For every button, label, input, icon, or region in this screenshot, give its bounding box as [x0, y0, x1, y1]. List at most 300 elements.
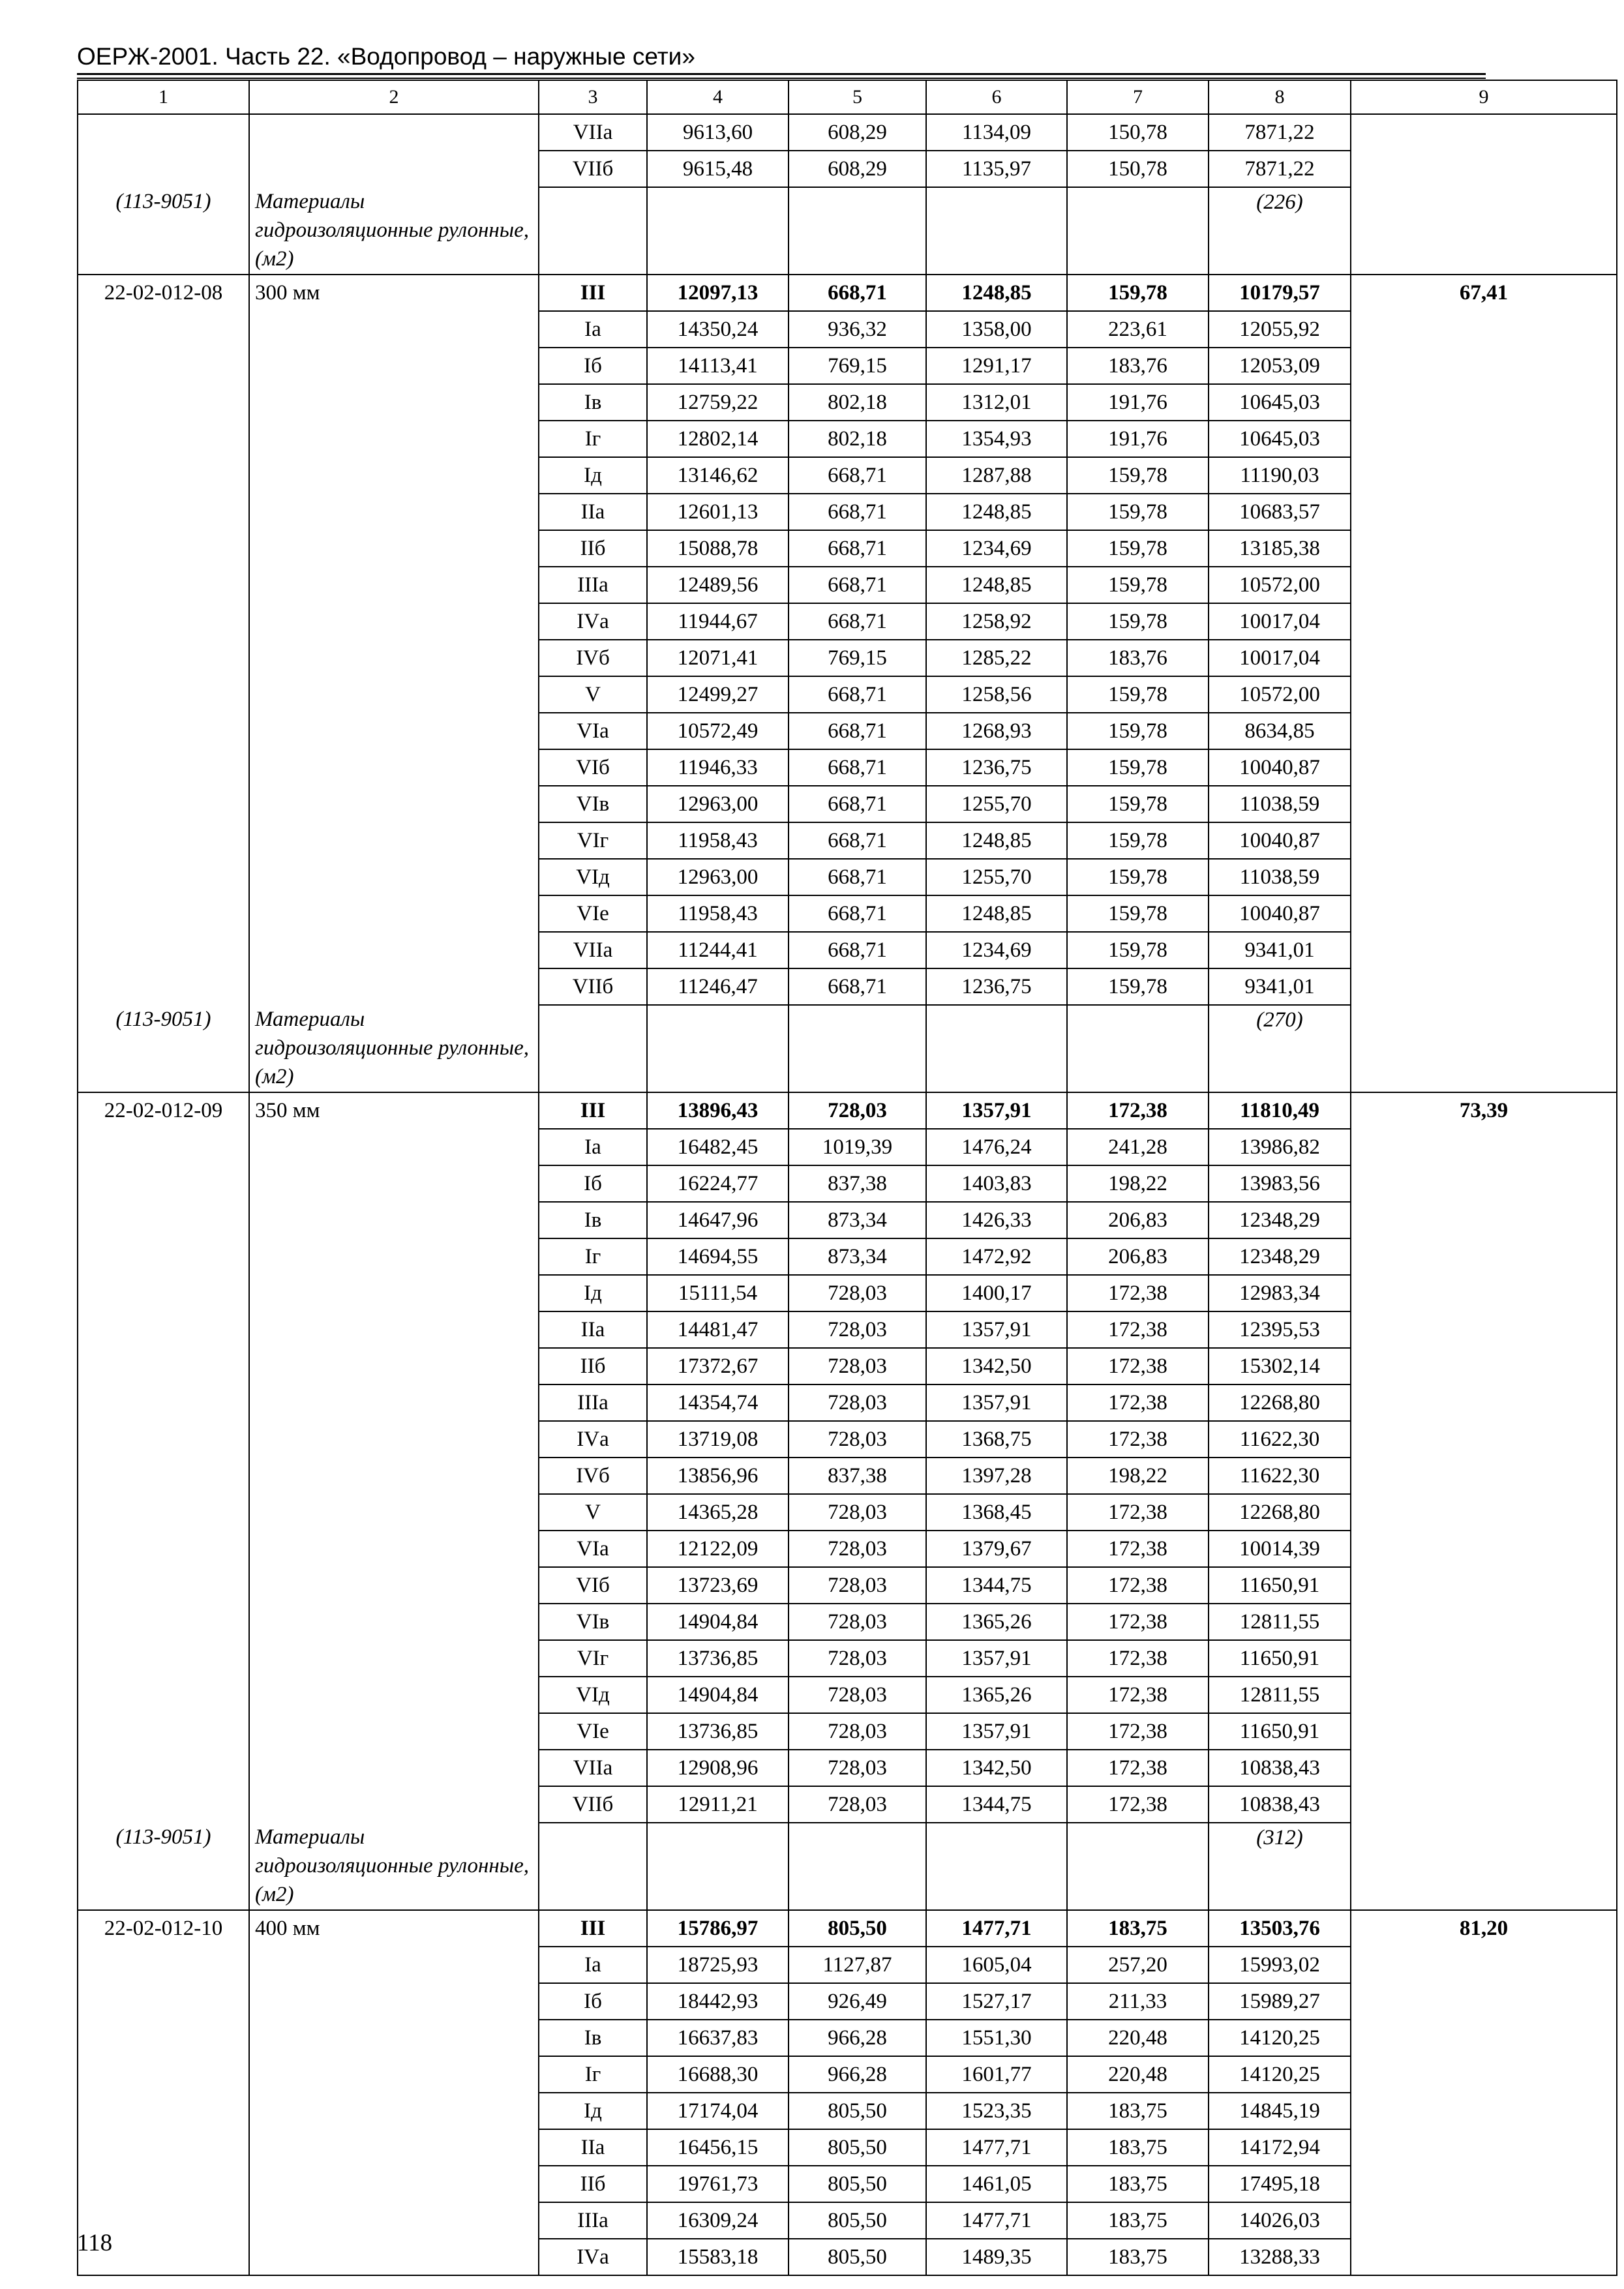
- labor-cell: [1351, 1348, 1617, 1384]
- value-cell: 668,71: [789, 895, 926, 932]
- rate-code-cell: [78, 2166, 249, 2202]
- value-cell: 13288,33: [1209, 2239, 1351, 2275]
- empty-cell: [539, 1823, 647, 1910]
- rate-code-cell: [78, 786, 249, 822]
- value-cell: 12963,00: [647, 859, 789, 895]
- material-name-cell: Материалы гидроизоляционные рулонные, (м2): [249, 1823, 539, 1910]
- labor-cell: [1351, 1677, 1617, 1713]
- labor-cell: [1351, 151, 1617, 187]
- value-cell: 17174,04: [647, 2093, 789, 2129]
- rate-code-cell: [78, 384, 249, 421]
- value-cell: 12071,41: [647, 640, 789, 676]
- value-cell: 1523,35: [926, 2093, 1067, 2129]
- zone-cell: IVа: [539, 2239, 647, 2275]
- value-cell: 159,78: [1067, 603, 1209, 640]
- zone-cell: Iб: [539, 348, 647, 384]
- column-number: 1: [78, 80, 249, 114]
- rate-name-cell: [249, 1384, 539, 1421]
- table-row: [78, 2020, 1617, 2056]
- value-cell: 668,71: [789, 494, 926, 530]
- value-cell: 728,03: [789, 1677, 926, 1713]
- empty-cell: [647, 1823, 789, 1910]
- empty-cell: [789, 1823, 926, 1910]
- value-cell: 150,78: [1067, 151, 1209, 187]
- zone-cell: IVа: [539, 603, 647, 640]
- zone-cell: Iд: [539, 1275, 647, 1311]
- value-cell: 1134,09: [926, 114, 1067, 151]
- table-row: [78, 1311, 1617, 1348]
- labor-cell: [1351, 1786, 1617, 1823]
- table-row: [78, 895, 1617, 932]
- zone-cell: IIа: [539, 1311, 647, 1348]
- value-cell: 159,78: [1067, 786, 1209, 822]
- rate-name-cell: [249, 114, 539, 151]
- rate-name-cell: [249, 1238, 539, 1275]
- value-cell: 183,75: [1067, 2093, 1209, 2129]
- rate-code-cell: [78, 932, 249, 968]
- material-row: [78, 1005, 1617, 1092]
- rate-name-cell: [249, 1165, 539, 1202]
- labor-cell: [1351, 1947, 1617, 1983]
- value-cell: 11944,67: [647, 603, 789, 640]
- labor-cell: [1351, 1713, 1617, 1750]
- value-cell: 668,71: [789, 275, 926, 311]
- rate-name-cell: [249, 749, 539, 786]
- column-number: 4: [647, 80, 789, 114]
- zone-cell: VIIа: [539, 932, 647, 968]
- material-row: [78, 187, 1617, 275]
- labor-cell: [1351, 895, 1617, 932]
- rate-code-cell: [78, 1713, 249, 1750]
- table-row: [78, 1677, 1617, 1713]
- rate-code-cell: [78, 859, 249, 895]
- value-cell: 9341,01: [1209, 932, 1351, 968]
- value-cell: 206,83: [1067, 1238, 1209, 1275]
- rate-code-cell: [78, 1567, 249, 1604]
- value-cell: 172,38: [1067, 1384, 1209, 1421]
- material-qty-cell: (226): [1209, 187, 1351, 275]
- empty-cell: [789, 1005, 926, 1092]
- value-cell: 10040,87: [1209, 822, 1351, 859]
- rate-name-cell: [249, 2093, 539, 2129]
- value-cell: 206,83: [1067, 1202, 1209, 1238]
- rate-code-cell: 22-02-012-09: [78, 1092, 249, 1129]
- table-row: [78, 1165, 1617, 1202]
- value-cell: 220,48: [1067, 2056, 1209, 2093]
- value-cell: 668,71: [789, 567, 926, 603]
- value-cell: 11246,47: [647, 968, 789, 1005]
- value-cell: 159,78: [1067, 494, 1209, 530]
- value-cell: 183,76: [1067, 348, 1209, 384]
- value-cell: 1400,17: [926, 1275, 1067, 1311]
- column-number-row: [78, 80, 1617, 114]
- value-cell: 10572,49: [647, 713, 789, 749]
- labor-cell: [1351, 1165, 1617, 1202]
- value-cell: 728,03: [789, 1531, 926, 1567]
- labor-cell: [1351, 2020, 1617, 2056]
- material-name-cell: Материалы гидроизоляционные рулонные, (м2): [249, 187, 539, 275]
- zone-cell: IVб: [539, 1458, 647, 1494]
- value-cell: 257,20: [1067, 1947, 1209, 1983]
- table-row: [78, 713, 1617, 749]
- rate-name-cell: [249, 1786, 539, 1823]
- rate-code-cell: [78, 530, 249, 567]
- table-row: [78, 1604, 1617, 1640]
- value-cell: 198,22: [1067, 1165, 1209, 1202]
- rate-name-cell: [249, 1311, 539, 1348]
- value-cell: 1397,28: [926, 1458, 1067, 1494]
- zone-cell: VIг: [539, 1640, 647, 1677]
- value-cell: 16309,24: [647, 2202, 789, 2239]
- rate-code-cell: [78, 1311, 249, 1348]
- zone-cell: III: [539, 1910, 647, 1947]
- zone-cell: Iа: [539, 1947, 647, 1983]
- table-row: [78, 2166, 1617, 2202]
- value-cell: 1354,93: [926, 421, 1067, 457]
- rate-name-cell: [249, 2202, 539, 2239]
- value-cell: 172,38: [1067, 1750, 1209, 1786]
- labor-cell: [1351, 859, 1617, 895]
- rate-name-cell: [249, 1713, 539, 1750]
- value-cell: 1248,85: [926, 494, 1067, 530]
- value-cell: 13146,62: [647, 457, 789, 494]
- material-name-cell: Материалы гидроизоляционные рулонные, (м2): [249, 1005, 539, 1092]
- empty-cell: [789, 187, 926, 275]
- rate-code-cell: [78, 2093, 249, 2129]
- empty-cell: [1351, 187, 1617, 275]
- value-cell: 1605,04: [926, 1947, 1067, 1983]
- rate-code-cell: [78, 1129, 249, 1165]
- page-number: 118: [77, 2230, 113, 2256]
- value-cell: 159,78: [1067, 968, 1209, 1005]
- value-cell: 159,78: [1067, 713, 1209, 749]
- rate-name-cell: [249, 1202, 539, 1238]
- value-cell: 1365,26: [926, 1604, 1067, 1640]
- value-cell: 16688,30: [647, 2056, 789, 2093]
- value-cell: 14845,19: [1209, 2093, 1351, 2129]
- value-cell: 14120,25: [1209, 2020, 1351, 2056]
- value-cell: 1365,26: [926, 1677, 1067, 1713]
- material-qty-cell: (270): [1209, 1005, 1351, 1092]
- table-row: [78, 822, 1617, 859]
- rate-name-cell: [249, 384, 539, 421]
- value-cell: 172,38: [1067, 1275, 1209, 1311]
- value-cell: 12802,14: [647, 421, 789, 457]
- value-cell: 1255,70: [926, 786, 1067, 822]
- rate-code-cell: [78, 1947, 249, 1983]
- column-number: 7: [1067, 80, 1209, 114]
- value-cell: 159,78: [1067, 676, 1209, 713]
- zone-cell: Iв: [539, 2020, 647, 2056]
- labor-cell: [1351, 494, 1617, 530]
- table-row: [78, 1947, 1617, 1983]
- value-cell: 11810,49: [1209, 1092, 1351, 1129]
- zone-cell: Iг: [539, 2056, 647, 2093]
- value-cell: 837,38: [789, 1458, 926, 1494]
- table-row: [78, 1458, 1617, 1494]
- material-code-cell: (113-9051): [78, 1005, 249, 1092]
- value-cell: 11038,59: [1209, 859, 1351, 895]
- value-cell: 12268,80: [1209, 1384, 1351, 1421]
- rate-name-cell: 400 мм: [249, 1910, 539, 1947]
- empty-cell: [926, 1823, 1067, 1910]
- labor-cell: [1351, 786, 1617, 822]
- zone-cell: VIб: [539, 749, 647, 786]
- value-cell: 14120,25: [1209, 2056, 1351, 2093]
- zone-cell: Iв: [539, 1202, 647, 1238]
- value-cell: 1236,75: [926, 749, 1067, 786]
- rate-name-cell: [249, 2020, 539, 2056]
- value-cell: 10040,87: [1209, 749, 1351, 786]
- zone-cell: IVб: [539, 640, 647, 676]
- value-cell: 926,49: [789, 1983, 926, 2020]
- labor-cell: [1351, 1384, 1617, 1421]
- value-cell: 13736,85: [647, 1640, 789, 1677]
- value-cell: 1357,91: [926, 1640, 1067, 1677]
- value-cell: 7871,22: [1209, 114, 1351, 151]
- rate-code-cell: [78, 348, 249, 384]
- table-row: [78, 640, 1617, 676]
- value-cell: 13736,85: [647, 1713, 789, 1750]
- labor-cell: [1351, 2239, 1617, 2275]
- value-cell: 728,03: [789, 1750, 926, 1786]
- table-row: [78, 1129, 1617, 1165]
- value-cell: 14354,74: [647, 1384, 789, 1421]
- rate-name-cell: 350 мм: [249, 1092, 539, 1129]
- rate-name-cell: [249, 2166, 539, 2202]
- table-row: [78, 421, 1617, 457]
- table-row: [78, 1750, 1617, 1786]
- value-cell: 12122,09: [647, 1531, 789, 1567]
- value-cell: 172,38: [1067, 1494, 1209, 1531]
- value-cell: 16482,45: [647, 1129, 789, 1165]
- value-cell: 1248,85: [926, 895, 1067, 932]
- value-cell: 13986,82: [1209, 1129, 1351, 1165]
- value-cell: 13856,96: [647, 1458, 789, 1494]
- rate-name-cell: [249, 1531, 539, 1567]
- value-cell: 172,38: [1067, 1421, 1209, 1458]
- table-row: [78, 567, 1617, 603]
- rate-code-cell: [78, 1238, 249, 1275]
- value-cell: 1368,75: [926, 1421, 1067, 1458]
- rate-code-cell: [78, 1750, 249, 1786]
- labor-cell: [1351, 567, 1617, 603]
- column-number: 8: [1209, 80, 1351, 114]
- rate-name-cell: [249, 1494, 539, 1531]
- value-cell: 15302,14: [1209, 1348, 1351, 1384]
- value-cell: 769,15: [789, 348, 926, 384]
- value-cell: 873,34: [789, 1238, 926, 1275]
- value-cell: 15088,78: [647, 530, 789, 567]
- table-row: [78, 1786, 1617, 1823]
- rate-code-cell: [78, 2020, 249, 2056]
- labor-cell: [1351, 384, 1617, 421]
- value-cell: 873,34: [789, 1202, 926, 1238]
- empty-cell: [926, 187, 1067, 275]
- value-cell: 11650,91: [1209, 1567, 1351, 1604]
- rate-name-cell: [249, 348, 539, 384]
- zone-cell: IIа: [539, 2129, 647, 2166]
- price-table: [77, 80, 1617, 2276]
- value-cell: 11622,30: [1209, 1421, 1351, 1458]
- table-row: [78, 1640, 1617, 1677]
- value-cell: 10014,39: [1209, 1531, 1351, 1567]
- page-header: ОЕРЖ-2001. Часть 22. «Водопровод – наружные сети»: [77, 43, 695, 70]
- table-row: [78, 1348, 1617, 1384]
- value-cell: 14026,03: [1209, 2202, 1351, 2239]
- labor-cell: [1351, 1129, 1617, 1165]
- rate-name-cell: [249, 1348, 539, 1384]
- value-cell: 966,28: [789, 2056, 926, 2093]
- column-number: 9: [1351, 80, 1617, 114]
- empty-cell: [1067, 187, 1209, 275]
- value-cell: 668,71: [789, 932, 926, 968]
- labor-cell: [1351, 1275, 1617, 1311]
- value-cell: 608,29: [789, 114, 926, 151]
- table-body: [78, 114, 1617, 2275]
- rate-name-cell: [249, 968, 539, 1005]
- empty-cell: [926, 1005, 1067, 1092]
- rate-code-cell: [78, 1786, 249, 1823]
- value-cell: 12983,34: [1209, 1275, 1351, 1311]
- rate-code-cell: [78, 603, 249, 640]
- value-cell: 14647,96: [647, 1202, 789, 1238]
- rate-name-cell: [249, 1421, 539, 1458]
- zone-cell: V: [539, 676, 647, 713]
- zone-cell: VIIб: [539, 968, 647, 1005]
- rate-name-cell: [249, 786, 539, 822]
- zone-cell: VIIб: [539, 1786, 647, 1823]
- rate-name-cell: [249, 822, 539, 859]
- value-cell: 14481,47: [647, 1311, 789, 1348]
- rate-name-cell: [249, 1640, 539, 1677]
- rate-code-cell: [78, 1677, 249, 1713]
- zone-cell: Iб: [539, 1983, 647, 2020]
- material-code-cell: (113-9051): [78, 1823, 249, 1910]
- rate-name-cell: [249, 676, 539, 713]
- value-cell: 728,03: [789, 1786, 926, 1823]
- value-cell: 1344,75: [926, 1567, 1067, 1604]
- table-row: [78, 1713, 1617, 1750]
- rate-name-cell: [249, 457, 539, 494]
- zone-cell: VIIб: [539, 151, 647, 187]
- rate-code-cell: [78, 1275, 249, 1311]
- rate-code-cell: [78, 1348, 249, 1384]
- value-cell: 1135,97: [926, 151, 1067, 187]
- value-cell: 1477,71: [926, 2202, 1067, 2239]
- zone-cell: VIе: [539, 895, 647, 932]
- value-cell: 159,78: [1067, 822, 1209, 859]
- rate-name-cell: [249, 1983, 539, 2020]
- value-cell: 223,61: [1067, 311, 1209, 348]
- labor-cell: [1351, 1567, 1617, 1604]
- value-cell: 159,78: [1067, 567, 1209, 603]
- rate-code-cell: [78, 1384, 249, 1421]
- labor-cell: [1351, 2166, 1617, 2202]
- rate-name-cell: [249, 2239, 539, 2275]
- labor-cell: [1351, 676, 1617, 713]
- zone-cell: VIв: [539, 786, 647, 822]
- table-row: [78, 603, 1617, 640]
- value-cell: 1357,91: [926, 1384, 1067, 1421]
- material-code-cell: (113-9051): [78, 187, 249, 275]
- rate-name-cell: [249, 895, 539, 932]
- value-cell: 1342,50: [926, 1348, 1067, 1384]
- rate-name-cell: [249, 1275, 539, 1311]
- labor-cell: [1351, 2056, 1617, 2093]
- table-row: [78, 676, 1617, 713]
- value-cell: 1285,22: [926, 640, 1067, 676]
- value-cell: 211,33: [1067, 1983, 1209, 2020]
- zone-cell: IIIа: [539, 2202, 647, 2239]
- value-cell: 1476,24: [926, 1129, 1067, 1165]
- value-cell: 10683,57: [1209, 494, 1351, 530]
- zone-cell: Iг: [539, 1238, 647, 1275]
- value-cell: 172,38: [1067, 1713, 1209, 1750]
- value-cell: 14365,28: [647, 1494, 789, 1531]
- value-cell: 220,48: [1067, 2020, 1209, 2056]
- table-row: [78, 2129, 1617, 2166]
- value-cell: 13719,08: [647, 1421, 789, 1458]
- value-cell: 12908,96: [647, 1750, 789, 1786]
- value-cell: 12097,13: [647, 275, 789, 311]
- value-cell: 805,50: [789, 2166, 926, 2202]
- value-cell: 159,78: [1067, 530, 1209, 567]
- value-cell: 183,76: [1067, 640, 1209, 676]
- labor-cell: [1351, 749, 1617, 786]
- value-cell: 10572,00: [1209, 567, 1351, 603]
- value-cell: 13185,38: [1209, 530, 1351, 567]
- value-cell: 11038,59: [1209, 786, 1351, 822]
- value-cell: 728,03: [789, 1421, 926, 1458]
- value-cell: 1248,85: [926, 822, 1067, 859]
- value-cell: 159,78: [1067, 275, 1209, 311]
- value-cell: 1357,91: [926, 1311, 1067, 1348]
- labor-cell: [1351, 1238, 1617, 1275]
- value-cell: 198,22: [1067, 1458, 1209, 1494]
- empty-cell: [647, 187, 789, 275]
- rate-code-cell: [78, 968, 249, 1005]
- value-cell: 8634,85: [1209, 713, 1351, 749]
- rate-name-cell: [249, 640, 539, 676]
- value-cell: 183,75: [1067, 2239, 1209, 2275]
- rate-code-cell: [78, 1640, 249, 1677]
- material-qty-cell: (312): [1209, 1823, 1351, 1910]
- rate-name-cell: [249, 1458, 539, 1494]
- value-cell: 12348,29: [1209, 1238, 1351, 1275]
- rate-name-cell: [249, 421, 539, 457]
- zone-cell: VIа: [539, 713, 647, 749]
- zone-cell: VIIа: [539, 114, 647, 151]
- value-cell: 16224,77: [647, 1165, 789, 1202]
- value-cell: 1358,00: [926, 311, 1067, 348]
- value-cell: 837,38: [789, 1165, 926, 1202]
- labor-cell: [1351, 822, 1617, 859]
- zone-cell: III: [539, 275, 647, 311]
- rate-code-cell: [78, 822, 249, 859]
- value-cell: 10572,00: [1209, 676, 1351, 713]
- rate-code-cell: [78, 713, 249, 749]
- rate-code-cell: [78, 114, 249, 151]
- table-row: [78, 859, 1617, 895]
- table-row: [78, 786, 1617, 822]
- rate-name-cell: [249, 1947, 539, 1983]
- value-cell: 12348,29: [1209, 1202, 1351, 1238]
- value-cell: 159,78: [1067, 749, 1209, 786]
- value-cell: 1291,17: [926, 348, 1067, 384]
- empty-cell: [1351, 1823, 1617, 1910]
- value-cell: 14694,55: [647, 1238, 789, 1275]
